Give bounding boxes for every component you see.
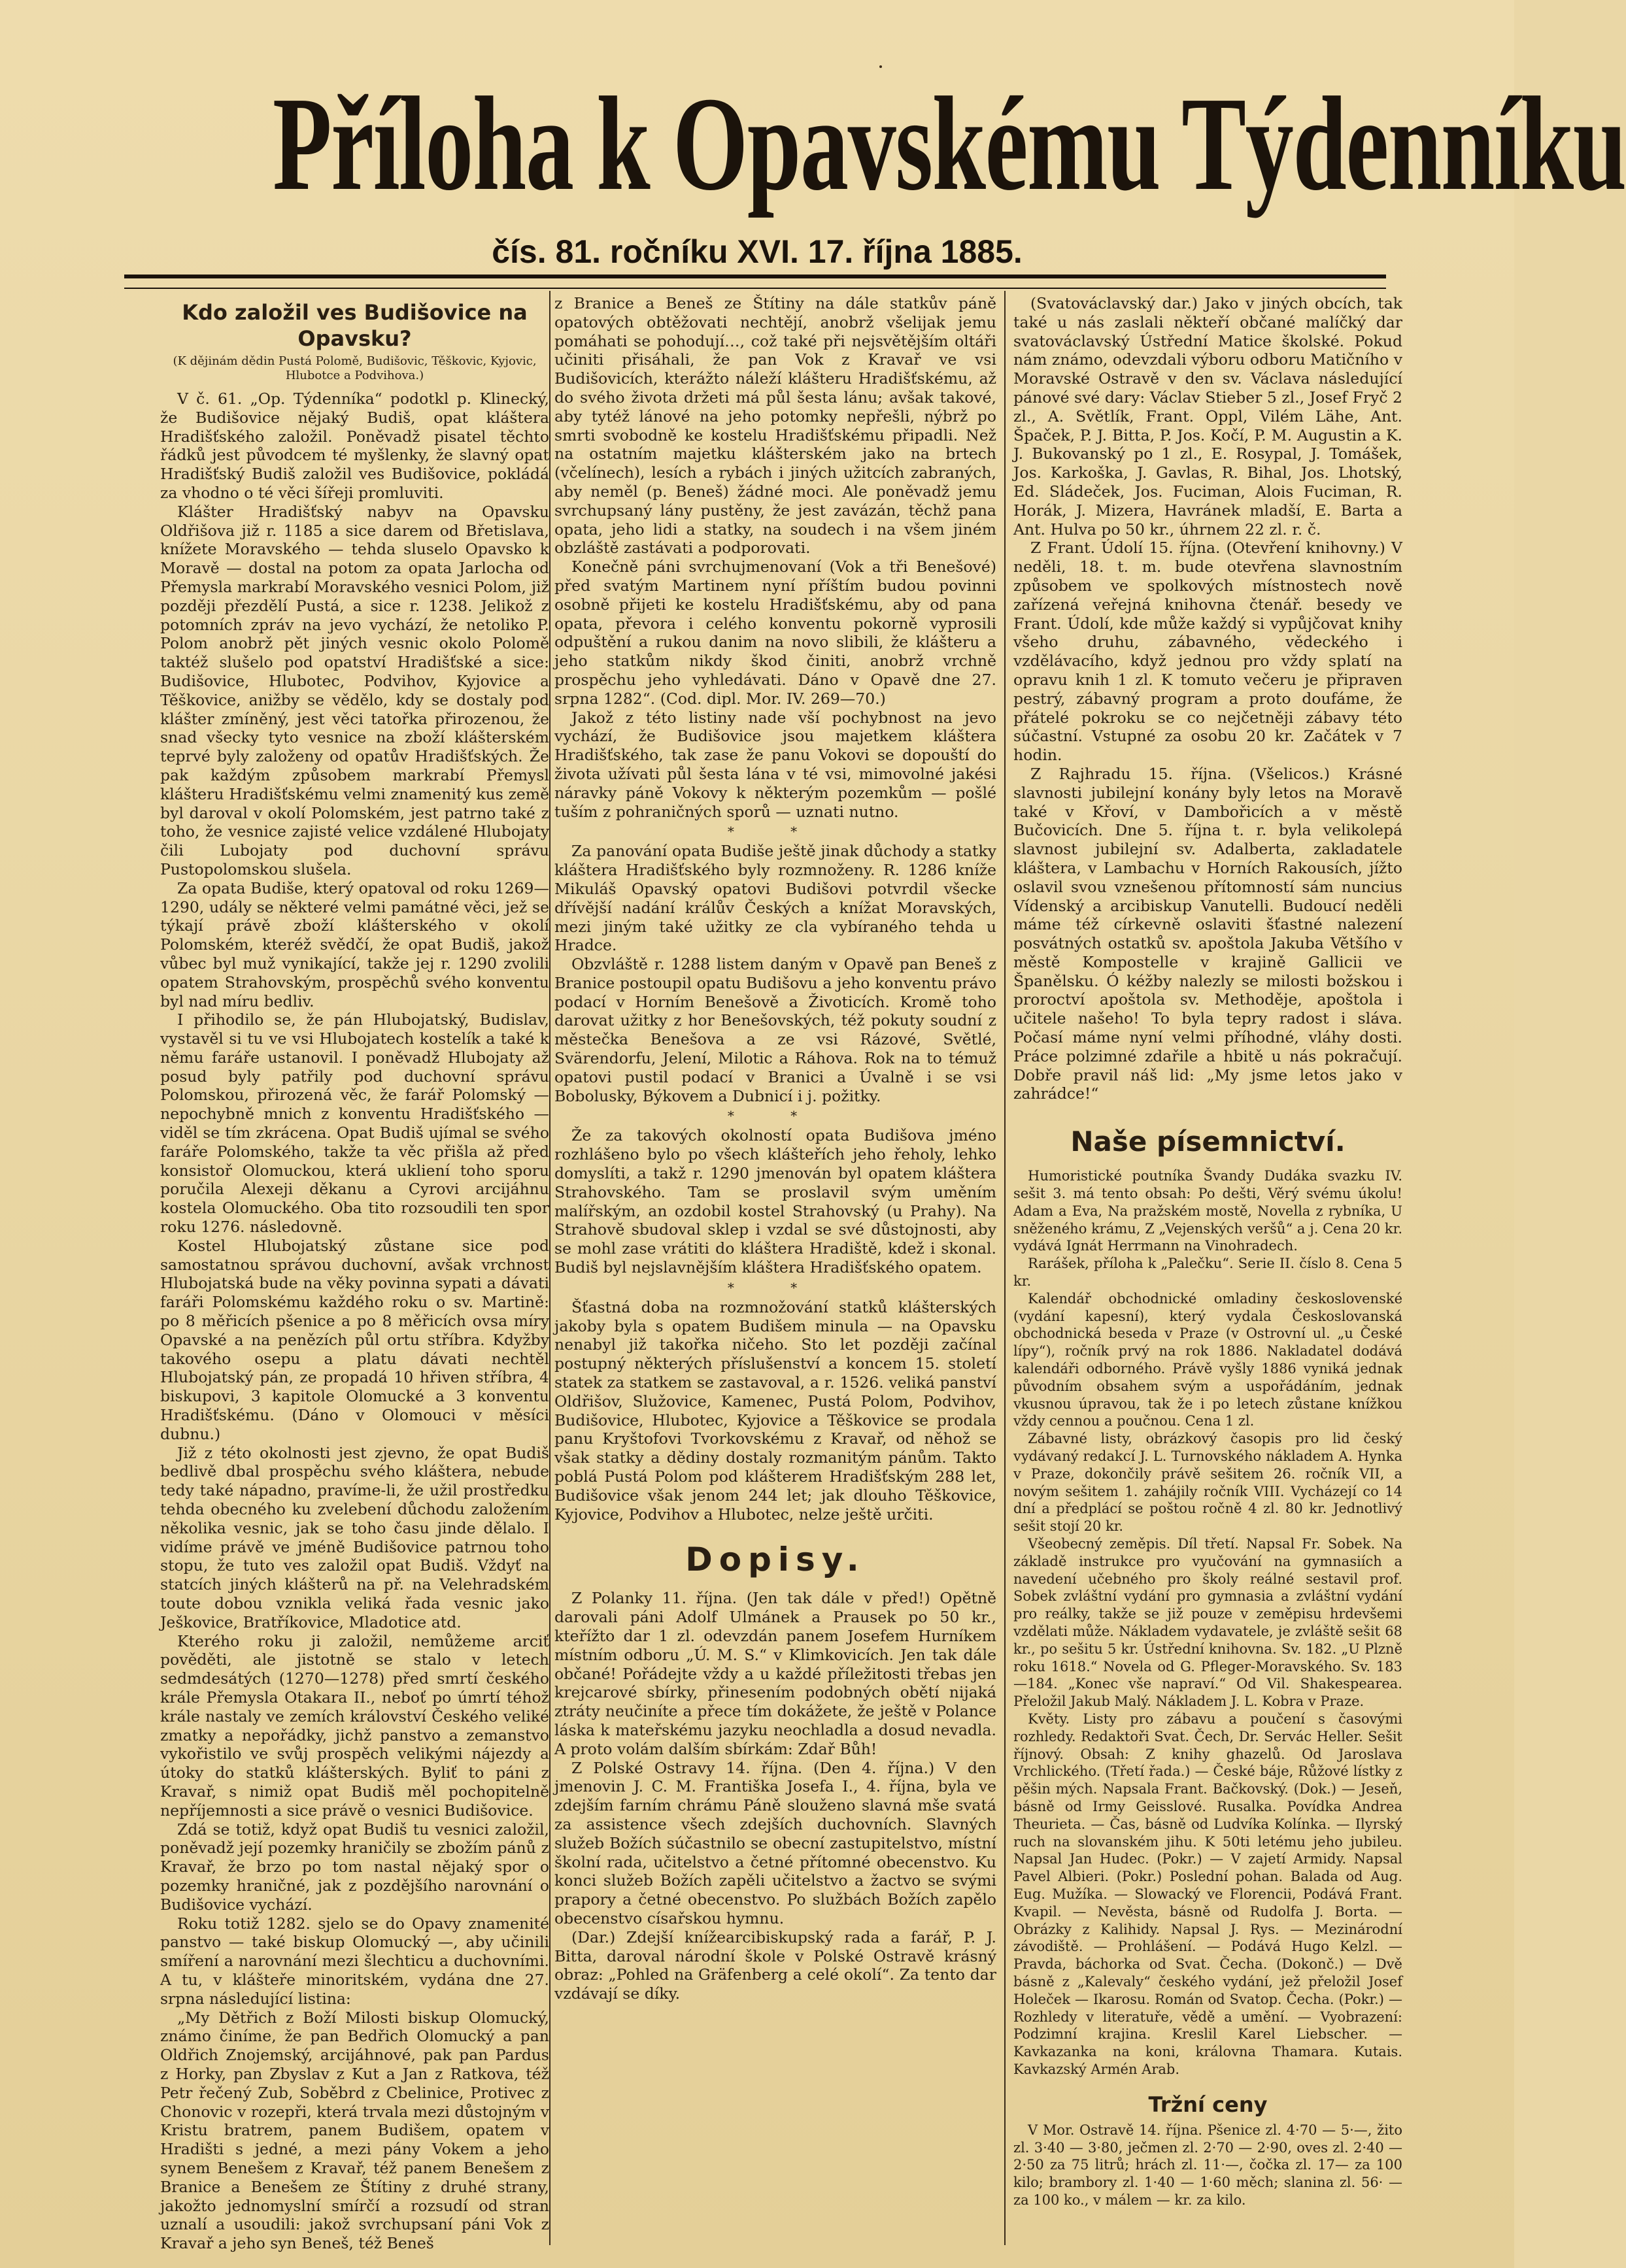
- column-divider: [549, 291, 550, 2245]
- letter: (Dar.) Zdejší knížearcibiskupský rada a farář, P. J. Bitta, daroval národní škole v Polské Ostravě krásný obraz: „Pohled na Gräfenberg a celé okolí“. Za tento dar vzdávají se díky.: [554, 1927, 996, 2003]
- paragraph: V č. 61. „Op. Týdenníka“ podotkl p. Klinecký, že Budišovice nějaký Budiš, opat kláštera Hradišťského založil. Poněvadž pisatel těchto řádků jest původcem té myšlenky, že slavný opat Hradišťský Budiš založil ves Budišovice, pokládá za vhodno o té věci šířeji promluviti.: [160, 390, 549, 502]
- paragraph: Z Rajhradu 15. října. (Všelicos.) Krásné slavnosti jubilejní konány byly letos na Moravě také v Křoví, v Dambořicích a v městě Bučovicích. Dne 5. října t. r. byla velikolepá slavnost jubilejní sv. Adalberta, zakladatele kláštera, v Lambachu v Horních Rakousích, jížto oslavil svou vznešenou přítomností sám nuncius Vídenský a arcibiskup Vanutelli. Budoucí neděli máme též církevně oslaviti šťastné nalezení posvátných ostatků sv. apoštola Jakuba Většího v městě Kompostelle v krajině Gallicii ve Španělsku. Ó kéžby nalezly se milosti božskou i proroctví apoštola sv. Methoděje, apoštola i učitele našeho! To byla tepry radost i sláva. Počasí máme nyní velmi příhodné, vláhy dosti. Práce polzimné zdařile a hbitě u nás pokračují. Dobře pravil náš lid: „My jsme letos jako v zahrádce!“: [1013, 764, 1402, 1103]
- paragraph: Klášter Hradišťský nabyv na Opavsku Oldřišova již r. 1185 a sice darem od Břetislava, knížete Moravského — tehda sluselo Opavsko k Moravě — dostal na potom za opata Jarlocha od Přemysla markrabí Moravského vesnici Polom, již později přezdělí Pustá, a sice r. 1238. Jelikož z potomních zpráv na jevo vychází, že netoliko P. Polom anobrž pět jiných vesnic okolo Polomě taktéž slušelo pod opatství Hradišťské a sice: Budišovice, Hlubotec, Podvihov, Kyjovice a Těškovice, anižby se vědělo, kdy se dostaly pod klášter zmíněný, jest věci tatořka přirozenou, že snad všecky tyto vesnice na zboží klášterském teprvé byly založeny od opatův Hradišťských. Že pak každým způsobem markrabí Přemysl klášteru Hradišťskému velmi znamenitý kus země byl daroval v okolí Polomském, jest patrno také z toho, že vesnice zajisté velice vzdálené Hlubojaty čili Lubojaty pod duchovní správu Pustopolomskou slušela.: [160, 502, 549, 878]
- literature-note: Kalendář obchodnické omladiny československé (vydání kapesní), který vydala Českoslovanská obchodnická beseda v Praze (v Ostrovní ul. „u České lípy“), ročník prvý na rok 1886. Nakladatel dodává kalendáři odborného. Právě vyšly 1886 vyniká jednak původním obsahem svým a uspořádáním, jednak vkusnou úpravou, tak že i po letech zůstane knížkou vždy cennou a poučnou. Cena 1 zl.: [1013, 1290, 1402, 1429]
- pisemnictvi-heading: Naše písemnictví.: [1070, 1126, 1346, 1158]
- column-3: [1013, 294, 1402, 2242]
- letter: Z Polanky 11. října. (Jen tak dále v před!) Opětně darovali páni Adolf Ulmánek a Prausek po 50 kr., kteřížto dar 1 zl. odevzdán panem Josefem Hurníkem místním odboru „Ú. M. S.“ v Klimkovicích. Jen tak dále občané! Pořádejte vždy a u každé příležitosti třebas jen krejcarové sbírky, přinesením podobných obětí nijaká ztráty neučiníte a přece tím dokážete, že ještě v Polance láska k mateřskému jazyku neochladla a dosud nevadla. A proto volám dalším sbírkám: Zdař Bůh!: [554, 1589, 996, 1758]
- section-separator: * *: [727, 824, 824, 840]
- market-text: V Mor. Ostravě 14. října. Pšenice zl. 4·70 — 5·—, žito zl. 3·40 — 3·80, ječmen zl. 2·70 — 2·90, oves zl. 2·40 — 2·50 za 75 litrů; hrách zl. 11·—, čočka zl. 17— za 100 kilo; brambory zl. 1·40 — 1·60 měch; slanina zl. 56· — za 100 ko., v málem — kr. za kilo.: [1013, 2122, 1402, 2208]
- dopisy-heading: Dopisy.: [685, 1541, 866, 1579]
- column-divider: [1004, 291, 1006, 2245]
- literature-note: Rarášek, příloha k „Palečku“. Serie II. číslo 8. Cena 5 kr.: [1013, 1256, 1402, 1290]
- literature-note: Humoristické poutníka Švandy Dudáka svazku IV. sešit 3. má tento obsah: Po dešti, Věrý svému úkolu! Adam a Eva, Na pražském mostě, Novella z rybníka, U sněženého krámu, Z „Vejenských veršů“ a j. Cena 20 kr. vydává Ignát Herrmann na Vinohradech.: [1013, 1168, 1402, 1254]
- paragraph: Jakož z této listiny nade vší pochybnost na jevo vychází, že Budišovice jsou majetkem kláštera Hradišťského, tak zase že panu Vokovi se dopouští do života užívati půl šesta lána v té vsi, mimovolné jakési náravky páně Vokovy k některým pozemkům — pošlé tuším z pohraničných sporů — uznati nutno.: [554, 708, 996, 821]
- literature-note: Všeobecný zeměpis. Díl třetí. Napsal Fr. Sobek. Na základě instrukce pro vyučování na gymnasiích a navedení učebného pro školy reálné sestavil prof. Sobek zvláštní vydání pro gymnasia a zvláštní vydání pro reálky, takže se již pouze v zeměpisu hrdevšemi vzdělati může. Nákladem vydavatele, je zvláště sešit 68 kr., po sešitu 5 kr. Ústřední knihovna. Sv. 182. „U Plzně roku 1618.“ Novela od G. Pfleger-Moravského. Sv. 183—184. „Konec vše napraví.“ Od Vil. Shakespearea. Přeložil Jakub Malý. Nákladem J. L. Kobra v Praze.: [1013, 1536, 1402, 1710]
- paragraph: Z Frant. Údolí 15. října. (Otevření knihovny.) V neděli, 18. t. m. bude otevřena slavnostním způsobem ve spolkových místnostech nově zařízená veřejná knihovna čtenář. besedy ve Frant. Údolí, kde může každý si vypůjčovat knihy všeho druhu, zábavného, vědeckého i vzdělávacího, když jednou pro vždy splatí na opravu knih 1 zl. K tomuto večeru je připraven pestrý, zábavný program a proto doufáme, že přátelé pokroku se co nejčetněji zábavy této súčastní. Vstupné za osobu 20 kr. Začátek v 7 hodin.: [1013, 539, 1402, 765]
- literature-note: Zábavné listy, obrázkový časopis pro lid český vydávaný redakcí J. L. Turnovského nákladem A. Hynka v Praze, dokončily právě sešitem 26. ročník VII, a novým sešitem 1. zahájily ročník VIII. Vycházejí co 14 dní a předplácí se poštou ročně 4 zl. 80 kr. Jednotlivý sešit stojí 20 kr.: [1013, 1431, 1402, 1535]
- column-1: [160, 294, 549, 2253]
- paragraph: Zdá se totiž, když opat Budiš tu vesnici založil, poněvadž její pozemky hraničily se zbožím pánů z Kravař, že brzo po tom nastal nějaký spor o pozemky hraničné, jak z pozdějšího narovnání o Budišovice vychází.: [160, 1820, 549, 1914]
- paragraph: „My Dětřich z Boží Milosti biskup Olomucký, známo činíme, že pan Bedřich Olomucký a pan Oldřich Znojemský, arcijáhnové, pak pan Pardus z Horky, pan Zbyslav z Kut a Jan z Ratkova, též Petr řečený Zub, Soběbrd z Cbelinice, Protivec z Chonovic v rozepři, která trvala mezi důstojným v Kristu bratrem, panem Budišem, opatem v Hradišti s jedné, a mezi pány Vokem a jeho synem Benešem z Kravař, též panem Benešem z Branice a Benešem ze Štítiny z druhé strany, jakožto jednomyslní smírčí a rozsudí od stran uznalí a usoudili: jakož svrchupsaní páni Vok z Kravař a jeho syn Beneš, též Beneš: [160, 2008, 549, 2253]
- section-separator: * *: [727, 1108, 824, 1124]
- paragraph: Již z této okolnosti jest zjevno, že opat Budiš bedlivě dbal prospěchu svého kláštera, nebude tedy také nápadno, pravíme-li, že užil prostředku tehda obecného ku zvelebení důchodu založením několika vesnic, jak se toho času jinde dělalo. I vidíme právě ve jméně Budišovice patrnou toho stopu, že tuto ves založil opat Budiš. Vždyť na statcích jiných klášterů na př. na Velehradském toute dobou vznikla veliká řada vesnic jako Ješkovice, Bratříkovice, Mladotice atd.: [160, 1443, 549, 1631]
- masthead-title: Příloha k Opavskému Týdenníku: [273, 69, 1626, 218]
- paragraph: Kostel Hlubojatský zůstane sice pod samostatnou správou duchovní, avšak vrchnost Hlubojatská bude na věky povinna sypati a dávati faráři Polomskému každého roku o sv. Martině: po 8 měřicích pšenice a po 8 měřicích ovsa míry Opavské a na penězích půl ortu stříbra. Kdyžby takového osepu a platu dávati nechtěl Hlubojatský pán, ze propadá 10 hřiven stříbra, 4 biskupovi, 3 kapitole Olomucké a 3 konventu Hradišťskému. (Dáno v Olomouci v měsíci dubnu.): [160, 1236, 549, 1443]
- paragraph: Roku totiž 1282. sjelo se do Opavy znamenité panstvo — také biskup Olomucký —, aby učinili smíření a narovnání mezi šlechticu a duchovními. A tu, v klášteře minoritském, vydána dne 27. srpna následující listina:: [160, 1914, 549, 2008]
- article-title: Kdo založil ves Budišovice na Opavsku?: [182, 300, 528, 351]
- article-subtitle: (K dějinám dědin Pustá Polomě, Budišovic, Těškovic, Kyjovic, Hlubotce a Podvihova.): [173, 354, 537, 382]
- paragraph: Šťastná doba na rozmnožování statků klášterských jakoby byla s opatem Budišem minula — na Opavsku nenabyl již takořka ničeho. Sto let později začínal postupný některých příslušenství a koncem 15. století statek za statkem se zastavoval, a r. 1526. veliká panství Oldřišov, Služovice, Kamenec, Pustá Polom, Podvihov, Budišovice, Hlubotec, Kyjovice a Těškovice se prodala panu Kryštofovi Tvorkovskému z Kravař, od něhož se však statky a dědiny dostaly rozmanitým pánům. Takto poblá Pustá Polom pod klášterem Hradišťským 288 let, Budišovice však jenom 244 let; jak dlouho Těškovice, Kyjovice, Podvihov a Hlubotec, nelze ještě určiti.: [554, 1297, 996, 1524]
- market-prices: [1013, 2122, 1402, 2209]
- paragraph: Kterého roku ji založil, nemůžeme arciť pověděti, ale jistotně se stalo v letech sedmdesátých (1270—1278) před smrtí českého krále Přemysla Otakara II., neboť po úmrtí téhož krále nastaly ve zemích království Českého veliké zmatky a nepořádky, jichž panstvo a zemanstvo vykořistilo ve svůj prospěch velikými nájezdy a útoky do statků klášterských. Byliť to páni z Kravař, s nimiž opat Budiš měl pochopitelně nepříjemnosti a sice právě o vesnici Budišovice.: [160, 1631, 549, 1820]
- paragraph: Konečně páni svrchujmenovaní (Vok a tři Benešové) před svatým Martinem nyní příštím budou povinni osobně přijeti ke kostelu Hradišťskému, aby od pana opata, převora i celého konventu pokorně vyprosili odpuštění a rukou danim na novo slibili, že klášteru a jeho statkům nikdy škod činiti, anobrž vrchně prospěchu jeho vyhledávati. Dáno v Opavě dne 27. srpna 1282“. (Cod. dipl. Mor. IV. 269—70.): [554, 558, 996, 708]
- issue-line: čís. 81. ročníku XVI. 17. října 1885.: [492, 233, 1023, 270]
- section-separator: * *: [727, 1279, 824, 1295]
- paragraph: Že za takových okolností opata Budišova jméno rozhlášeno bylo po všech klášteřích jeho řeholy, lehko domyslíti, a takž r. 1290 jmenován byl opatem kláštera Strahovského. Tam se proslavil svým uměním malířským, an ozdobil kostel Strahovský (u Prahy). Na Strahově sbudoval sklep i vzdal se své důstojnosti, aby se mohl zase vrátiti do kláštera Hradiště, kdež i skonal. Budiš byl nejslavnějším kláštera Hradišťského opatem.: [554, 1126, 996, 1277]
- paragraph: I přihodilo se, že pán Hlubojatský, Budislav, vystavěl si tu ve vsi Hlubojatech kostelík a také k němu faráře ustanovil. I poněvadž Hlubojaty až posud byly patřily pod duchovní správu Polomskou, přirozená věc, že farář Polomský — nepochybně mnich z konventu Hradišťského — viděl se tím zkrácena. Opat Budiš ujímal se svého faráře Polomského, takže ta věc přišla až před konsistoř Olomuckou, která ukliení toho sporu poručila Alexeji děkanu a Cyrovi arcijáhnu kostela Olomuckého. Oba tito rozsoudili ten spor roku 1276. následovně.: [160, 1010, 549, 1237]
- letter: Z Polské Ostravy 14. října. (Den 4. října.) V den jmenovin J. C. M. Františka Josefa I., 4. října, byla ve zdejším farním chrámu Páně slouženo slavná mše svatá za assistence všech zdejších duchovních. Slavných služeb Božích súčastnilo se obecní zastupitelstvo, místní školní rada, učitelstvo a četné přítomné obecenstvo. Ku konci služeb Božích zapěli učitelstvo a žactvo se svými prapory a četné obecenstvo. Po službách Božích zapělo obecenstvo císařskou hymnu.: [554, 1758, 996, 1927]
- page-dot: [879, 65, 882, 68]
- market-heading: Tržní ceny: [1148, 2092, 1268, 2117]
- paragraph: z Branice a Beneš ze Štítiny na dále statkův páně opatových obtěžovati nechtějí, anobrž všelijak jemu pomáhati se pohodují…, což také při nejsvětějším oltáři učiniti přisáhali, že pan Vok z Kravař ve vsi Budišovicích, kterážto náleží klášteru Hradišťskému, až do svého života držeti má půl šesta lánu; avšak takové, aby tytéž lánové na jeho potomky nepřešli, nýbrž po smrti svobodně ke kostelu Hradišťskému připadli. Než na ostatním majetku klášterském jako na brtech (včelínech), lesích a rybách i jiných užitcích zabraných, aby neměl (p. Beneš) žádné moci. Ale poněvadž jemu svrchupsaný lány pustěny, že jest zavázán, těchž pana opata, jeho lidi a statky, na soudech i na všem jiném obzláště zastávati a podporovati.: [554, 294, 996, 558]
- literature-note: Květy. Listy pro zábavu a poučení s časovými rozhledy. Redaktoři Svat. Čech, Dr. Servác Heller. Sešit říjnový. Obsah: Z knihy ghazelů. Od Jaroslava Vrchlického. (Třetí řada.) — České báje, Růžové lístky z pěšin mých. Napsala Frant. Bačkovský. (Dok.) — Jeseň, básně od Irmy Geisslové. Rusalka. Povídka Andrea Theurieta. — Čas, básně od Ludvíka Kolínka. — Ilyrský ruch na slovanském jihu. K 50ti letému jeho jubileu. Napsal Jan Hudec. (Pokr.) — V zajetí Armidy. Napsal Pavel Albieri. (Pokr.) Poslední pohan. Balada od Aug. Eug. Mužíka. — Slowacký ve Florencii, Podává Frant. Kvapil. — Nevěsta, básně od Rudolfa J. Borta. — Obrázky z Kalihidy. Napsal J. Rys. — Mezinárodní závodiště. — Prohlášení. — Podává Hugo Kelzl. — Pravda, báchorka od Svat. Čecha. (Dokonč.) — Dvě básně z „Kalevaly“ českého vydání, jež přeložil Josef Holeček — Ikarosu. Román od Svatop. Čecha. (Pokr.) — Rozhledy v literatuře, vědě a umění. — Vyobrazení: Podzimní krajina. Kreslil Karel Liebscher. — Kavkazanka na koni, královna Thamara. Kutais. Kavkazský Armén Arab.: [1013, 1710, 1402, 2077]
- paragraph: Za opata Budiše, který opatoval od roku 1269—1290, udály se některé velmi památné věci, jež se týkají právě zboží klášterského v okolí Polomském, kteréž svědčí, že opat Budiš, jakož vůbec byl muž vynikající, takže jej r. 1290 zvolili opatem Strahovským, prospěchů svého konventu byl nad míru bedliv.: [160, 878, 549, 1010]
- paragraph: (Svatováclavský dar.) Jako v jiných obcích, tak také u nás zaslali někteří občané malíčký dar svatováclavský Ústřední Matice školské. Pokud nám známo, odevzdali výboru odboru Matičního v Moravské Ostravě v den sv. Václava následující pánové své dary: Václav Stieber 5 zl., Josef Fryč 2 zl., A. Světlík, Frant. Oppl, Vilém Lähe, Ant. Špaček, P. J. Bitta, P. Jos. Kočí, P. M. Augustin a K. J. Bukovanský po 1 zl., E. Rosypal, J. Tomášek, Jos. Karkoška, J. Gavlas, R. Bihal, Jos. Lhotský, Ed. Sládeček, Jos. Fuciman, Alois Fuciman, R. Horák, J. Mizera, Havránek mladší, E. Barta a Ant. Hulva po 50 kr., úhrnem 22 zl. r. č.: [1013, 294, 1402, 539]
- literature-notes: [1013, 1167, 1402, 2078]
- paragraph: Obzvláště r. 1288 listem daným v Opavě pan Beneš z Branice postoupil opatu Budišovu a jeho konventu právo podací v Horním Benešově a Životicích. Kromě toho darovat užitky z hor Benešovských, též pokuty soudní z městečka Benešova a ze vsi Rázové, Světlé, Svärendorfu, Jelení, Milotic a Ráhova. Rok na to témuž opatovi pustil podací v Branici a Úvalně i se vsi Bobolusky, Býkovem a Dubnicí i j. požitky.: [554, 955, 996, 1105]
- column-2: [554, 294, 996, 2242]
- masthead-rule: [124, 275, 1386, 289]
- paragraph: Za panování opata Budiše ještě jinak důchody a statky kláštera Hradišťského byly rozmnoženy. R. 1286 kníže Mikuláš Opavský opatovi Budišovi potvrdil všecke dřívější nadání králův Českých a knížat Moravských, mezi jiným také užitky ze cla vybíraného tehda u Hradce.: [554, 842, 996, 955]
